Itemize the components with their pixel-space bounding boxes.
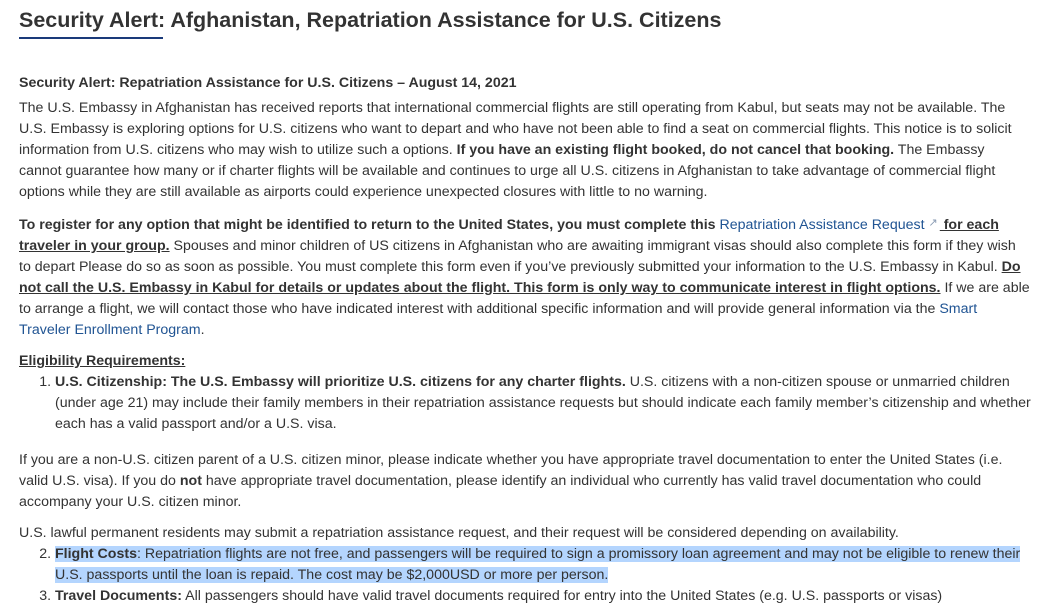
register-paragraph: To register for any option that might be identified to return to the United States, you must complete this Repatriation Assistance Request ↗ for each traveler in your group. Spouses and minor children of US citizens in Afghanistan who are awaiting immigrant visas should also complete this form if they wish to depart Please do so as soon as possible. You must complete this form even if you’ve previously submitted your information to the U.S. Embassy in Kabul. Do not call the U.S. Embassy in Kabul for details or updates about the flight. This form is only way to communicate interest in flight options. If we are able to arrange a flight, we will contact those who have indicated interest with additional specific information and will provide general information via the Smart Traveler Enrollment Program. xyxy=(19,217,1030,338)
highlighted-selection: Flight Costs: Repatriation flights are not free, and passengers will be required to sign a promissory loan agreement and may not be eligible to renew their U.S. passports until the loan is repaid. The cost may be $2,000USD or more per person. xyxy=(55,546,1021,583)
repatriation-request-link[interactable]: Repatriation Assistance Request xyxy=(719,217,925,233)
eligibility-heading: Eligibility Requirements: xyxy=(19,353,186,369)
step-enrollment-link[interactable]: Smart Traveler Enrollment Program xyxy=(19,301,978,338)
do-not-call-notice: Do not call the U.S. Embassy in Kabul for details or updates about the flight. This form is only way to communicate interest in flight options. xyxy=(19,259,1021,296)
eligibility-list-continued xyxy=(19,544,1031,607)
external-link-icon: ↗ xyxy=(928,217,938,229)
list-item: 1. U.S. Citizenship: The U.S. Embassy will prioritize U.S. citizens for any charter flights. U.S. citizens with a non-citizen spouse or unmarried children (under age 21) may include their family members in their repatriation assistance requests but should indicate each family member’s citizenship and whether each has a valid passport and/or a U.S. visa. xyxy=(55,372,1031,435)
non-citizen-parent-paragraph: If you are a non-U.S. citizen parent of a U.S. citizen minor, please indicate whether you have appropriate travel documentation to enter the United States (i.e. valid U.S. visa). If you do not have appropriate travel documentation, please identify an individual who currently has valid travel documentation who could accompany your U.S. citizen minor. xyxy=(19,452,1003,510)
no-cancel-notice: If you have an existing flight booked, do not cancel that booking. xyxy=(456,142,895,158)
lpr-paragraph: U.S. lawful permanent residents may submit a repatriation assistance request, and their request will be considered depending on availability. xyxy=(19,525,899,541)
intro-paragraph: The U.S. Embassy in Afghanistan has received reports that international commercial flights are still operating from Kabul, but seats may not be available. The U.S. Embassy is exploring options for U.S. citizens who want to depart and who have not been able to find a seat on commercial flights. This notice is to solicit information from U.S. citizens who may wish to utilize such a options. If you have an existing flight booked, do not cancel that booking. The Embassy cannot guarantee how many or if charter flights will be available and continues to urge all U.S. citizens in Afghanistan to take advantage of commercial flight options while they are still available as airports could experience unexpected closures with little to no warning. xyxy=(19,100,1012,200)
list-item: 3. Travel Documents: All passengers should have valid travel documents required for entry into the United States (e.g. U.S. passports or visas) xyxy=(55,586,1031,607)
page-title: Security Alert: Afghanistan, Repatriation Assistance for U.S. Citizens xyxy=(19,8,722,32)
title-underline xyxy=(19,37,163,39)
eligibility-list xyxy=(19,372,1031,435)
list-item xyxy=(55,544,1031,586)
alert-subheading: Security Alert: Repatriation Assistance for U.S. Citizens – August 14, 2021 xyxy=(19,75,517,91)
